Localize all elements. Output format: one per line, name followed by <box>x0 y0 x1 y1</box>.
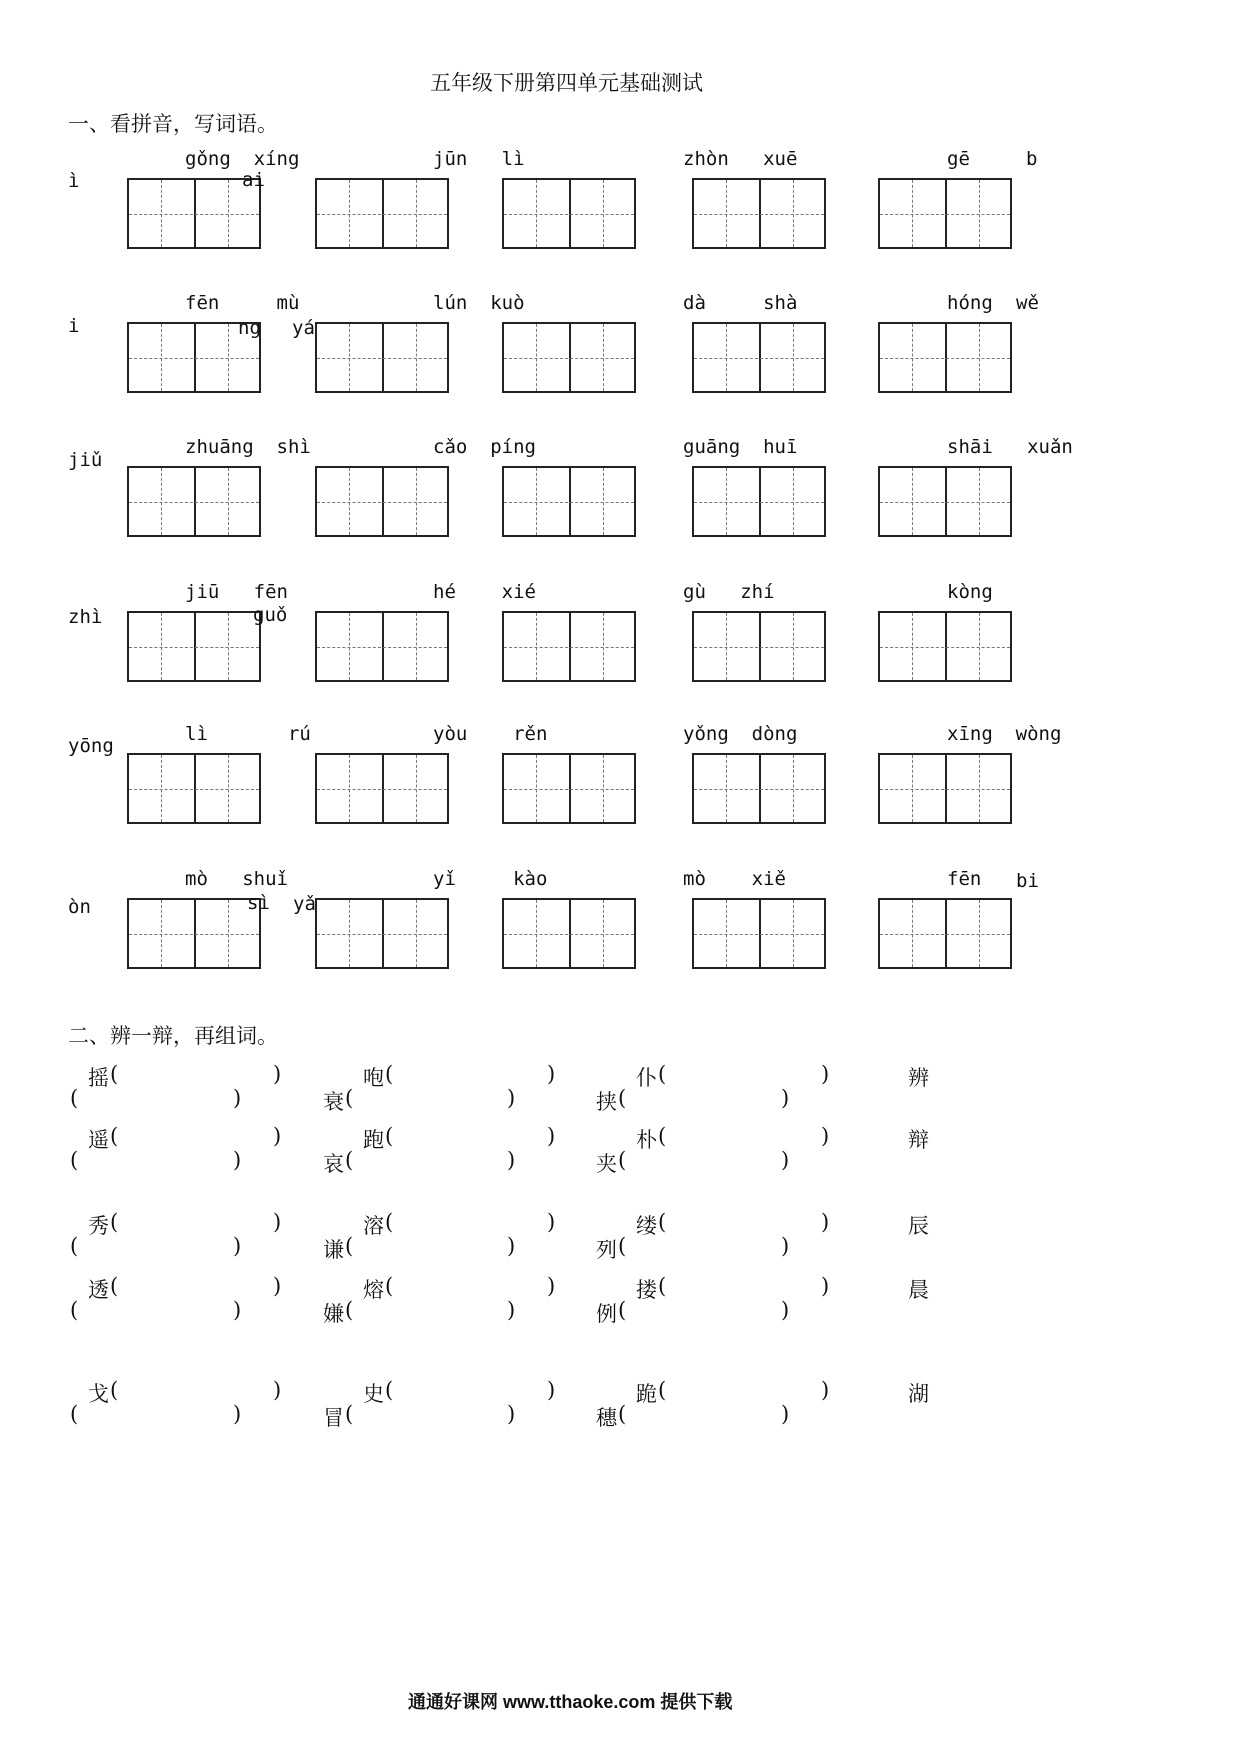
writing-box[interactable] <box>878 466 1012 537</box>
paren-close: ) <box>821 1378 830 1402</box>
paren-open: ( <box>385 1210 394 1234</box>
writing-box[interactable] <box>878 753 1012 824</box>
writing-box[interactable] <box>127 466 261 537</box>
answer-blank[interactable] <box>355 1402 505 1426</box>
paren-close: ) <box>821 1274 830 1298</box>
pinyin-prompt: yǒng dòng <box>683 723 798 745</box>
compare-character: 谦 <box>323 1238 344 1262</box>
section2-heading: 二、辨一辩，再组词。 <box>68 1024 278 1048</box>
pinyin-fragment: bi <box>1016 870 1039 892</box>
pinyin-prompt: lún kuò <box>433 292 525 314</box>
writing-box[interactable] <box>502 466 636 537</box>
compare-character: 衰 <box>323 1090 344 1114</box>
paren-open: ( <box>110 1124 119 1148</box>
writing-box[interactable] <box>315 178 449 249</box>
answer-blank[interactable] <box>395 1210 545 1234</box>
grid-guide-line <box>129 214 259 215</box>
paren-close: ) <box>233 1234 242 1258</box>
paren-open: ( <box>618 1402 627 1426</box>
grid-guide-line <box>504 647 634 648</box>
paren-open: ( <box>618 1234 627 1258</box>
compare-character: 缕 <box>636 1214 657 1238</box>
grid-guide-line <box>129 647 259 648</box>
compare-character: 列 <box>596 1238 617 1262</box>
paren-open: ( <box>345 1086 354 1110</box>
pinyin-prompt: mò shuǐ <box>185 868 288 890</box>
answer-blank[interactable] <box>628 1148 779 1172</box>
compare-character: 遥 <box>88 1128 109 1152</box>
grid-guide-line <box>694 789 824 790</box>
answer-blank[interactable] <box>628 1234 779 1258</box>
compare-character: 湖 <box>908 1382 929 1406</box>
answer-blank[interactable] <box>80 1298 231 1322</box>
paren-open: ( <box>70 1086 79 1110</box>
grid-guide-line <box>317 934 447 935</box>
answer-blank[interactable] <box>668 1210 819 1234</box>
grid-guide-line <box>880 502 1010 503</box>
paren-open: ( <box>70 1402 79 1426</box>
paren-open: ( <box>658 1124 667 1148</box>
answer-blank[interactable] <box>120 1062 271 1086</box>
grid-guide-line <box>504 358 634 359</box>
paren-close: ) <box>233 1086 242 1110</box>
paren-open: ( <box>110 1062 119 1086</box>
writing-box[interactable] <box>692 611 826 682</box>
answer-blank[interactable] <box>668 1378 819 1402</box>
paren-open: ( <box>110 1210 119 1234</box>
compare-character: 仆 <box>636 1066 657 1090</box>
pinyin-prompt: hé xié <box>433 581 536 603</box>
writing-box[interactable] <box>692 322 826 393</box>
compare-character: 夹 <box>596 1152 617 1176</box>
writing-box[interactable] <box>878 322 1012 393</box>
pinyin-prompt: mò xiě <box>683 868 786 890</box>
answer-blank[interactable] <box>395 1062 545 1086</box>
paren-close: ) <box>781 1086 790 1110</box>
compare-character: 冒 <box>323 1406 344 1430</box>
paren-close: ) <box>781 1234 790 1258</box>
paren-open: ( <box>345 1234 354 1258</box>
writing-box[interactable] <box>127 898 261 969</box>
paren-close: ) <box>507 1234 516 1258</box>
pinyin-fragment: ng <box>238 317 261 339</box>
pinyin-prompt: zhuāng shì <box>185 436 311 458</box>
pinyin-prompt: jūn lì <box>433 148 525 170</box>
answer-blank[interactable] <box>355 1148 505 1172</box>
pinyin-prompt: yòu rěn <box>433 723 548 745</box>
grid-guide-line <box>880 214 1010 215</box>
compare-character: 辰 <box>908 1214 929 1238</box>
pinyin-prompt: gǒng xíng <box>185 148 300 170</box>
paren-close: ) <box>821 1210 830 1234</box>
writing-box[interactable] <box>692 753 826 824</box>
pinyin-prompt: gē <box>947 148 970 170</box>
grid-guide-line <box>317 647 447 648</box>
paren-close: ) <box>547 1124 556 1148</box>
compare-character: 辩 <box>908 1128 929 1152</box>
paren-close: ) <box>273 1062 282 1086</box>
pinyin-prompt: fēn mù <box>185 292 300 314</box>
answer-blank[interactable] <box>668 1274 819 1298</box>
writing-box[interactable] <box>502 322 636 393</box>
writing-box[interactable] <box>127 178 261 249</box>
answer-blank[interactable] <box>120 1210 271 1234</box>
grid-guide-line <box>129 934 259 935</box>
writing-box[interactable] <box>878 611 1012 682</box>
pinyin-prompt: hóng <box>947 292 993 314</box>
pinyin-prompt: yǐ kào <box>433 868 548 890</box>
compare-character: 咆 <box>363 1066 384 1090</box>
writing-box[interactable] <box>315 322 449 393</box>
pinyin-fragment: yǎ <box>293 893 316 915</box>
pinyin-fragment: yōng <box>68 735 114 757</box>
writing-box[interactable] <box>315 611 449 682</box>
paren-close: ) <box>821 1062 830 1086</box>
compare-character: 熔 <box>363 1278 384 1302</box>
grid-guide-line <box>129 789 259 790</box>
paren-open: ( <box>70 1234 79 1258</box>
paren-close: ) <box>547 1274 556 1298</box>
grid-guide-line <box>129 358 259 359</box>
paren-close: ) <box>507 1402 516 1426</box>
compare-character: 晨 <box>908 1278 929 1302</box>
answer-blank[interactable] <box>120 1378 271 1402</box>
paren-open: ( <box>345 1298 354 1322</box>
paren-open: ( <box>658 1274 667 1298</box>
grid-guide-line <box>317 502 447 503</box>
compare-character: 跪 <box>636 1382 657 1406</box>
grid-guide-line <box>694 934 824 935</box>
grid-guide-line <box>694 502 824 503</box>
grid-guide-line <box>504 934 634 935</box>
paren-close: ) <box>821 1124 830 1148</box>
pinyin-fragment: òn <box>68 896 91 918</box>
compare-character: 穗 <box>596 1406 617 1430</box>
pinyin-prompt: jiū fēn <box>185 581 288 603</box>
paren-open: ( <box>618 1086 627 1110</box>
compare-character: 例 <box>596 1302 617 1326</box>
grid-guide-line <box>880 789 1010 790</box>
answer-blank[interactable] <box>80 1086 231 1110</box>
pinyin-fragment: ai <box>242 169 265 191</box>
paren-close: ) <box>547 1378 556 1402</box>
paren-close: ) <box>273 1274 282 1298</box>
pinyin-prompt: gù zhí <box>683 581 775 603</box>
pinyin-fragment: zhì <box>68 606 103 628</box>
paren-close: ) <box>507 1298 516 1322</box>
paren-open: ( <box>385 1378 394 1402</box>
answer-blank[interactable] <box>355 1086 505 1110</box>
answer-blank[interactable] <box>80 1148 231 1172</box>
pinyin-fragment: yá <box>292 317 315 339</box>
paren-close: ) <box>781 1402 790 1426</box>
paren-open: ( <box>618 1148 627 1172</box>
pinyin-fragment: jiǔ <box>68 449 103 471</box>
compare-character: 跑 <box>363 1128 384 1152</box>
paren-close: ) <box>507 1148 516 1172</box>
pinyin-prompt: xīng wòng <box>947 723 1062 745</box>
grid-guide-line <box>317 214 447 215</box>
compare-character: 透 <box>88 1278 109 1302</box>
writing-box[interactable] <box>127 753 261 824</box>
paren-open: ( <box>385 1274 394 1298</box>
grid-guide-line <box>504 789 634 790</box>
grid-guide-line <box>317 789 447 790</box>
pinyin-prompt: cǎo píng <box>433 436 536 458</box>
answer-blank[interactable] <box>80 1234 231 1258</box>
grid-guide-line <box>504 214 634 215</box>
paren-close: ) <box>273 1124 282 1148</box>
writing-box[interactable] <box>692 178 826 249</box>
writing-box[interactable] <box>502 611 636 682</box>
grid-guide-line <box>694 647 824 648</box>
answer-blank[interactable] <box>628 1086 779 1110</box>
paren-close: ) <box>781 1148 790 1172</box>
grid-guide-line <box>694 214 824 215</box>
paren-open: ( <box>345 1148 354 1172</box>
paren-open: ( <box>110 1274 119 1298</box>
answer-blank[interactable] <box>668 1124 819 1148</box>
compare-character: 挟 <box>596 1090 617 1114</box>
pinyin-prompt: kòng <box>947 581 993 603</box>
paren-open: ( <box>110 1378 119 1402</box>
answer-blank[interactable] <box>395 1274 545 1298</box>
paren-open: ( <box>385 1062 394 1086</box>
answer-blank[interactable] <box>395 1124 545 1148</box>
paren-open: ( <box>385 1124 394 1148</box>
writing-box[interactable] <box>878 178 1012 249</box>
compare-character: 摇 <box>88 1066 109 1090</box>
grid-guide-line <box>880 358 1010 359</box>
grid-guide-line <box>694 358 824 359</box>
writing-box[interactable] <box>692 898 826 969</box>
writing-box[interactable] <box>315 466 449 537</box>
pinyin-prompt: shāi xuǎn <box>947 436 1073 458</box>
paren-close: ) <box>233 1148 242 1172</box>
pinyin-prompt: dà shà <box>683 292 798 314</box>
answer-blank[interactable] <box>628 1402 779 1426</box>
pinyin-prompt: lì rú <box>185 723 311 745</box>
compare-character: 史 <box>363 1382 384 1406</box>
answer-blank[interactable] <box>395 1378 545 1402</box>
compare-character: 哀 <box>323 1152 344 1176</box>
pinyin-fragment: ì <box>68 170 80 192</box>
pinyin-prompt: fēn <box>947 868 982 890</box>
answer-blank[interactable] <box>628 1298 779 1322</box>
grid-guide-line <box>880 647 1010 648</box>
compare-character: 溶 <box>363 1214 384 1238</box>
answer-blank[interactable] <box>120 1124 271 1148</box>
paren-open: ( <box>345 1402 354 1426</box>
pinyin-prompt: zhòn xuē <box>683 148 798 170</box>
writing-box[interactable] <box>127 611 261 682</box>
paren-open: ( <box>618 1298 627 1322</box>
section1-heading: 一、看拼音，写词语。 <box>68 112 278 136</box>
grid-guide-line <box>317 358 447 359</box>
grid-guide-line <box>129 502 259 503</box>
footer-credit: 通通好课网 www.tthaoke.com 提供下载 <box>408 1692 733 1712</box>
writing-box[interactable] <box>315 753 449 824</box>
paren-close: ) <box>273 1210 282 1234</box>
compare-character: 朴 <box>636 1128 657 1152</box>
writing-box[interactable] <box>502 898 636 969</box>
compare-character: 搂 <box>636 1278 657 1302</box>
pinyin-fragment: sì <box>247 892 270 914</box>
answer-blank[interactable] <box>668 1062 819 1086</box>
paren-close: ) <box>507 1086 516 1110</box>
writing-box[interactable] <box>315 898 449 969</box>
compare-character: 戈 <box>88 1382 109 1406</box>
compare-character: 辨 <box>908 1066 929 1090</box>
writing-box[interactable] <box>502 753 636 824</box>
writing-box[interactable] <box>692 466 826 537</box>
paren-close: ) <box>233 1298 242 1322</box>
pinyin-prompt: guāng huī <box>683 436 798 458</box>
paren-open: ( <box>658 1062 667 1086</box>
grid-guide-line <box>504 502 634 503</box>
paren-open: ( <box>658 1378 667 1402</box>
paren-close: ) <box>547 1062 556 1086</box>
paren-close: ) <box>547 1210 556 1234</box>
answer-blank[interactable] <box>355 1298 505 1322</box>
grid-guide-line <box>880 934 1010 935</box>
writing-box[interactable] <box>878 898 1012 969</box>
paren-open: ( <box>70 1148 79 1172</box>
answer-blank[interactable] <box>120 1274 271 1298</box>
compare-character: 嫌 <box>323 1302 344 1326</box>
paren-open: ( <box>658 1210 667 1234</box>
answer-blank[interactable] <box>355 1234 505 1258</box>
paren-open: ( <box>70 1298 79 1322</box>
pinyin-fragment: i <box>68 315 80 337</box>
pinyin-fragment: b <box>1026 148 1038 170</box>
answer-blank[interactable] <box>80 1402 231 1426</box>
writing-box[interactable] <box>502 178 636 249</box>
paren-close: ) <box>233 1402 242 1426</box>
page-title: 五年级下册第四单元基础测试 <box>430 71 703 95</box>
compare-character: 秀 <box>88 1214 109 1238</box>
paren-close: ) <box>273 1378 282 1402</box>
paren-close: ) <box>781 1298 790 1322</box>
pinyin-fragment: guǒ <box>253 604 288 626</box>
pinyin-fragment: wě <box>1016 292 1039 314</box>
